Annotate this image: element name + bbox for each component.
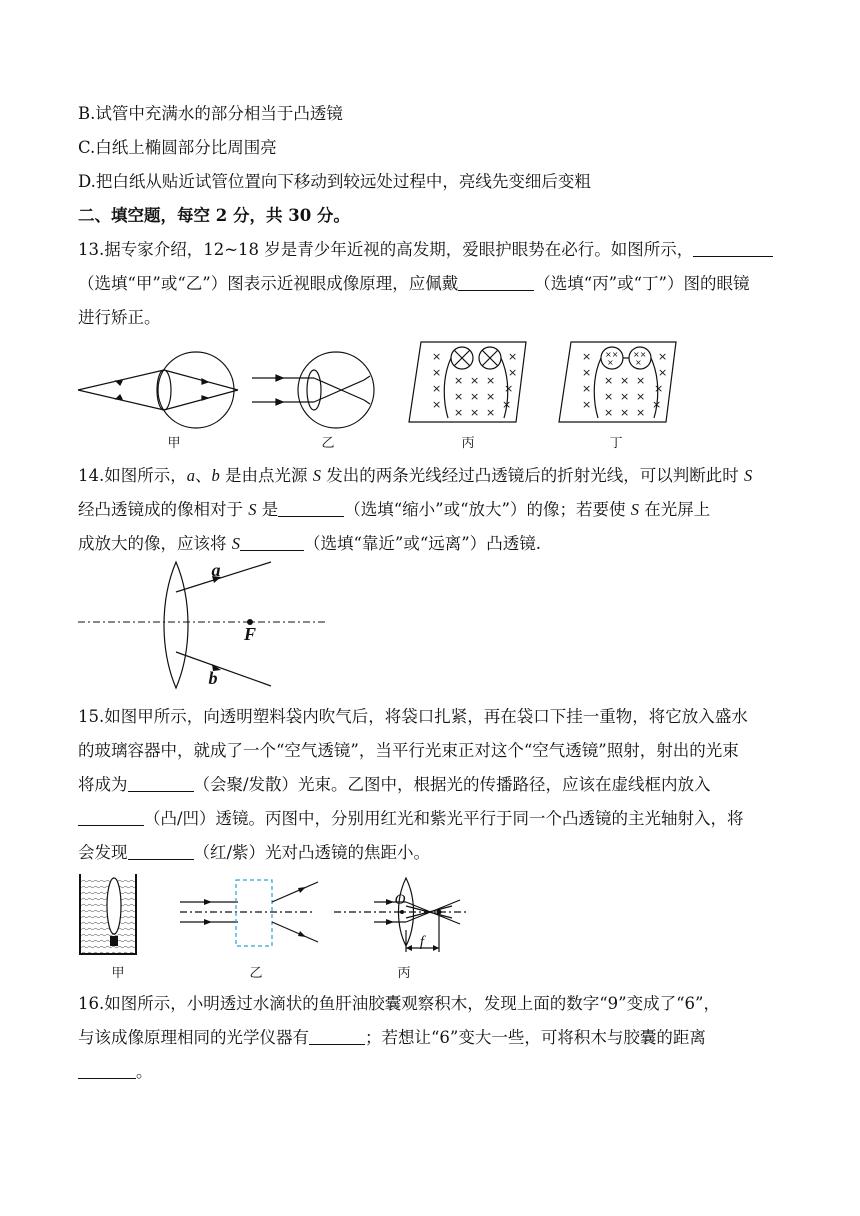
option-c: C.白纸上椭圆部分比周围亮: [78, 138, 277, 157]
svg-text:×: ×: [432, 366, 442, 379]
section-title: 二、填空题，每空 2 分，共 30 分。: [78, 206, 350, 225]
q14-text2b: 是: [256, 500, 279, 519]
q15-line4: [78, 808, 744, 830]
q14-var-s4: S: [630, 500, 639, 519]
q13-line1: [78, 239, 773, 261]
svg-text:×: ×: [582, 366, 592, 379]
convex-lens: [164, 562, 188, 688]
svg-text:×: ×: [470, 390, 480, 403]
svg-text:×: ×: [486, 390, 496, 403]
q14-line1: [78, 465, 752, 487]
q16-line3: [78, 1061, 153, 1083]
svg-text:×: ×: [508, 366, 518, 379]
svg-text:×: ×: [658, 350, 668, 363]
q14-line2: [78, 499, 710, 521]
q14-blank2[interactable]: [240, 534, 304, 551]
q15-line2: 的玻璃容器中，就成了一个“空气透镜”，当平行光束正对这个“空气透镜”照射，射出的光束: [78, 741, 739, 760]
q14-text1a: 14.如图所示，: [78, 466, 187, 485]
svg-text:×: ×: [454, 374, 464, 387]
q15-text5a: 会发现: [78, 843, 128, 862]
svg-text:×: ×: [604, 406, 614, 419]
q15-text3a: 将成为: [78, 775, 128, 794]
svg-text:×: ×: [504, 382, 514, 395]
q13-line3: 进行矫正。: [78, 308, 161, 327]
eye-jia-diagram: [78, 352, 238, 428]
q14-var-s2: S: [744, 466, 753, 485]
svg-text:×: ×: [470, 374, 480, 387]
svg-text:×: ×: [658, 366, 668, 379]
svg-text:×: ×: [470, 406, 480, 419]
svg-text:×: ×: [582, 398, 592, 411]
q14-var-s5: S: [231, 534, 240, 553]
q14-label-f: F: [243, 624, 256, 644]
q14-var-s1: S: [312, 466, 321, 485]
q13-blank1[interactable]: [693, 240, 773, 257]
q13-text2a: （选填“甲”或“乙”）图表示近视眼成像原理，应佩戴: [78, 274, 459, 293]
q15-label-f: f: [419, 934, 425, 950]
q15-blank3[interactable]: [128, 843, 194, 860]
q15-line3: [78, 774, 711, 796]
q16-blank1[interactable]: [309, 1028, 365, 1045]
svg-text:×: ×: [654, 382, 664, 395]
q13-text1: 13.据专家介绍，12~18 岁是青少年近视的高发期，爱眼护眼势在必行。如图所示，: [78, 240, 694, 259]
svg-text:×: ×: [604, 390, 614, 403]
svg-text:×: ×: [502, 398, 512, 411]
q16-line1: 16.如图所示，小明透过水滴状的鱼肝油胶囊观察积木，发现上面的数字“9”变成了“6”，: [78, 994, 720, 1013]
svg-text:×: ×: [582, 350, 592, 363]
svg-text:×: ×: [636, 390, 646, 403]
q14-text3a: 成放大的像，应该将: [78, 534, 232, 553]
q14-blank1[interactable]: [278, 500, 344, 517]
svg-text:×: ×: [620, 390, 630, 403]
q14-text2a: 经凸透镜成的像相对于: [78, 500, 249, 519]
q13-line2: [78, 273, 750, 295]
q13-caption-jia: 甲: [167, 436, 181, 451]
q14-text1b: 是由点光源: [219, 466, 313, 485]
q13-caption-bing: 丙: [461, 436, 475, 451]
q15-caption-yi: 乙: [249, 966, 263, 981]
svg-text:×: ×: [620, 374, 630, 387]
svg-text:×: ×: [432, 398, 442, 411]
svg-text:×: ×: [432, 350, 442, 363]
air-lens-container: [80, 874, 136, 954]
focal-length-diagram: [334, 878, 468, 952]
svg-text:×: ×: [607, 358, 614, 367]
svg-text:××: ××: [605, 350, 619, 359]
q15-text5b: （红/紫）光对凸透镜的焦距小。: [193, 843, 431, 862]
q14-text1c: 发出的两条光线经过凸透镜后的折射光线，可以判断此时: [321, 466, 744, 485]
svg-text:×: ×: [635, 358, 642, 367]
svg-text:×: ×: [432, 382, 442, 395]
svg-text:×: ×: [620, 406, 630, 419]
svg-text:×: ×: [486, 406, 496, 419]
q16-blank2[interactable]: [78, 1062, 136, 1079]
svg-text:×: ×: [636, 374, 646, 387]
q15-text3b: （会聚/发散）光束。乙图中，根据光的传播路径，应该在虚线框内放入: [193, 775, 711, 794]
option-d: D.把白纸从贴近试管位置向下移动到较远处过程中，亮线先变细后变粗: [78, 172, 591, 191]
q14-label-b: b: [208, 668, 218, 688]
q14-sep: 、: [195, 466, 212, 485]
q14-var-b: b: [211, 466, 220, 485]
svg-text:××: ××: [633, 350, 647, 359]
q15-text4b: （凸/凹）透镜。丙图中，分别用红光和紫光平行于同一个凸透镜的主光轴射入，将: [144, 809, 744, 828]
q15-line1: 15.如图甲所示，向透明塑料袋内吹气后，将袋口扎紧，再在袋口下挂一重物，将它放入盛水: [78, 707, 748, 726]
eye-yi-diagram: [252, 352, 374, 428]
q15-caption-jia: 甲: [111, 966, 125, 981]
svg-text:×: ×: [652, 398, 662, 411]
q13-blank2[interactable]: [458, 274, 534, 291]
q15-blank2[interactable]: [78, 809, 144, 826]
q14-text2d: 在光屏上: [639, 500, 711, 519]
q14-line3: [78, 533, 541, 555]
q13-caption-yi: 乙: [321, 436, 335, 451]
q14-label-a: a: [211, 560, 221, 580]
svg-text:×: ×: [486, 374, 496, 387]
q13-text2b: （选填“丙”或“丁”）图的眼镜: [534, 274, 750, 293]
q14-var-a: a: [186, 466, 195, 485]
ray-b: [176, 652, 271, 686]
q15-caption-bing: 丙: [397, 966, 411, 981]
q15-blank1[interactable]: [128, 775, 194, 792]
q15-line5: [78, 842, 430, 864]
q16-line2: [78, 1027, 706, 1049]
q14-text2c: （选填“缩小”或“放大”）的像；若要使: [344, 500, 631, 519]
q14-var-s3: S: [248, 500, 257, 519]
svg-text:×: ×: [604, 374, 614, 387]
q16-text2b: ；若想让“6”变大一些，可将积木与胶囊的距离: [365, 1028, 706, 1047]
svg-text:×: ×: [582, 382, 592, 395]
q16-text3b: 。: [136, 1062, 153, 1081]
option-b: B.试管中充满水的部分相当于凸透镜: [78, 104, 343, 123]
svg-text:×: ×: [454, 390, 464, 403]
svg-text:×: ×: [636, 406, 646, 419]
q16-text2a: 与该成像原理相同的光学仪器有: [78, 1028, 309, 1047]
q14-text3b: （选填“靠近”或“远离”）凸透镜.: [304, 534, 541, 553]
q13-caption-ding: 丁: [609, 436, 623, 451]
svg-text:×: ×: [508, 350, 518, 363]
q15-label-o: O: [394, 892, 406, 908]
dashed-box-diagram: [180, 880, 318, 946]
svg-text:×: ×: [454, 406, 464, 419]
